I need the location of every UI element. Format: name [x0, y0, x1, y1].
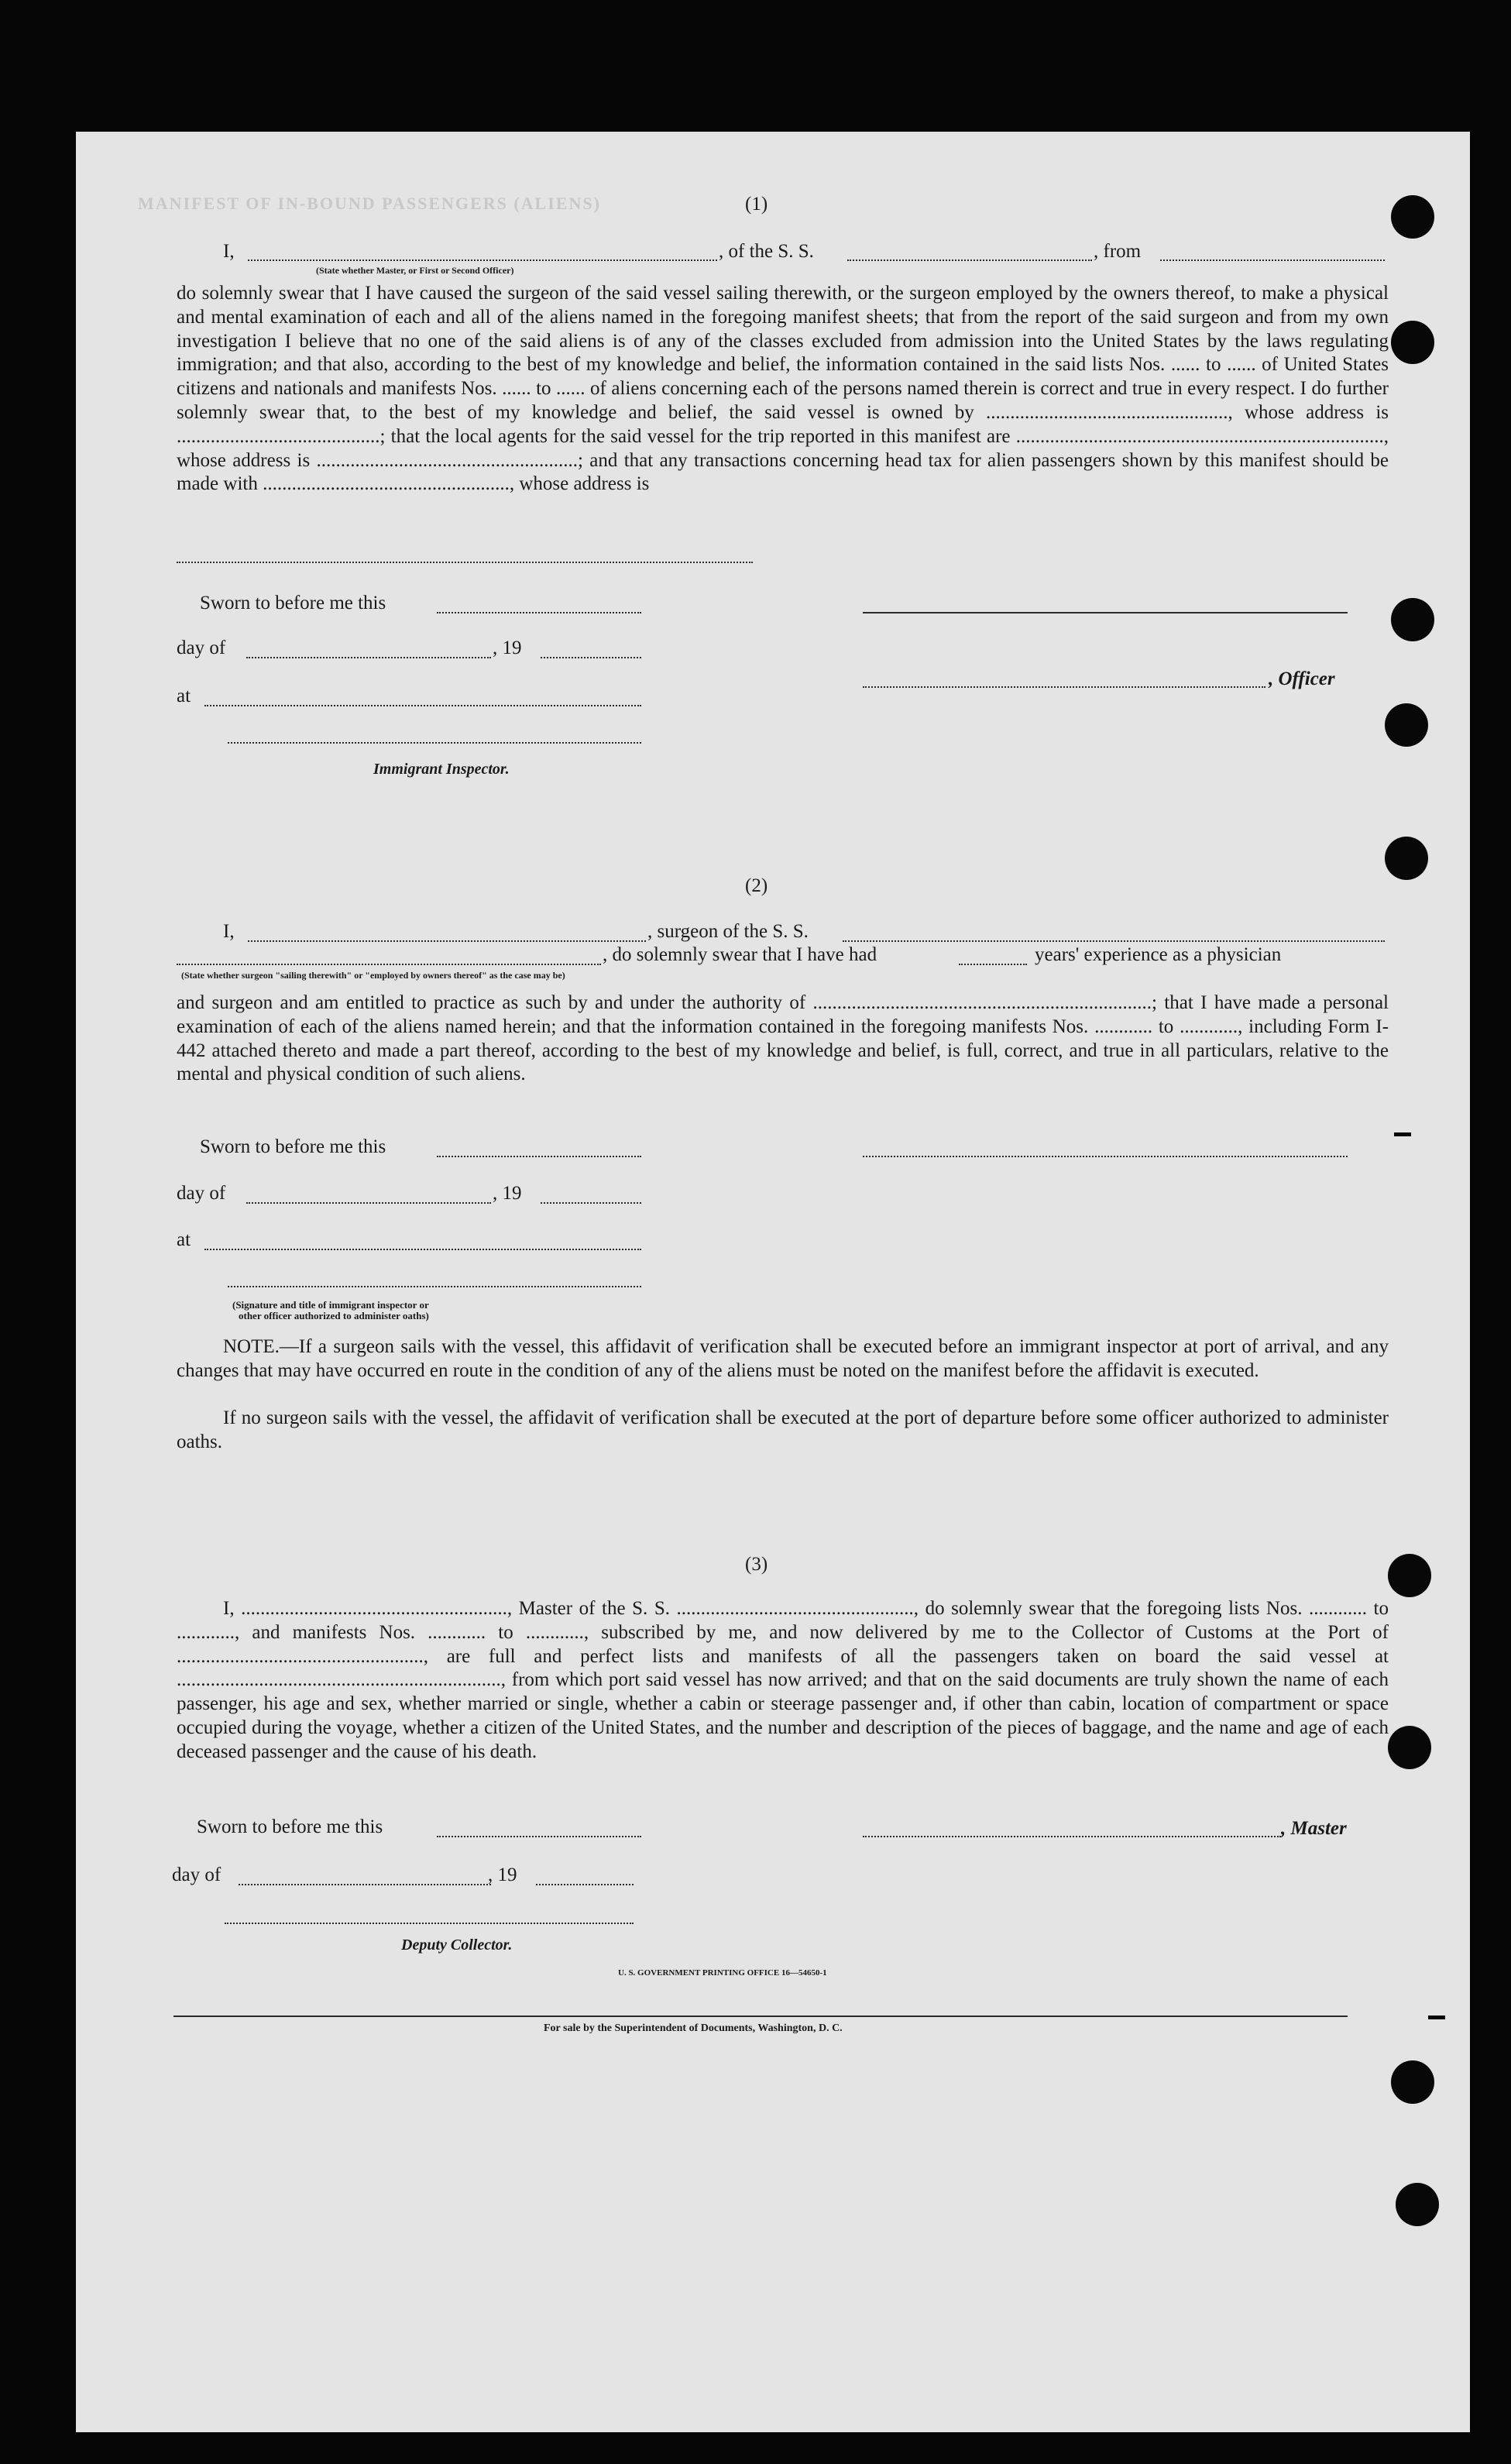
s3-year-label: , 19: [488, 1864, 517, 1885]
s1-day-label: day of: [177, 637, 226, 658]
s1-officer-blank[interactable]: [248, 259, 717, 261]
s3-day-blank[interactable]: [239, 1884, 491, 1885]
footer-sale-notice: For sale by the Superintendent of Documents, Washington, D. C.: [544, 2022, 843, 2034]
s2-year-blank[interactable]: [541, 1202, 641, 1204]
s3-collector-signature-blank[interactable]: [225, 1923, 634, 1924]
s1-officer-name-blank[interactable]: [863, 686, 1265, 688]
s2-surgeon-blank[interactable]: [248, 940, 646, 942]
form-sheet: [76, 132, 1470, 2432]
s2-line1-ss: , surgeon of the S. S.: [647, 921, 809, 942]
s1-address-blank[interactable]: [177, 562, 753, 563]
punch-hole: [1388, 1554, 1431, 1597]
s1-officer-note: (State whether Master, or First or Second Officer): [316, 265, 514, 276]
s2-at-label: at: [177, 1229, 191, 1250]
s2-signature-note-line2: other officer authorized to administer oaths): [239, 1310, 429, 1321]
s2-sworn-blank[interactable]: [437, 1156, 641, 1157]
s1-officer-label: , Officer: [1269, 668, 1335, 689]
s1-sworn-label: Sworn to before me this: [200, 593, 386, 613]
s1-inspector-signature-blank[interactable]: [228, 742, 641, 744]
section-2-number: (2): [745, 875, 768, 896]
s2-signature-note-line1: (Signature and title of immigrant inspector or: [232, 1299, 429, 1311]
s2-sworn-label: Sworn to before me this: [200, 1136, 386, 1157]
punch-hole: [1391, 195, 1434, 239]
ghost-header-bleedthrough: MANIFEST OF IN-BOUND PASSENGERS (ALIENS): [138, 194, 601, 213]
s3-master-signature-blank[interactable]: [863, 1836, 1281, 1837]
s2-at-blank[interactable]: [204, 1249, 641, 1250]
s3-sworn-blank[interactable]: [437, 1836, 641, 1837]
footer-rule: [173, 2016, 1348, 2017]
s2-status-note: (State whether surgeon "sailing therewith" or "employed by owners thereof" as the case may be): [181, 970, 565, 981]
section-1-number: (1): [745, 194, 768, 215]
s1-line1-ss: , of the S. S.: [719, 241, 814, 262]
s3-master-label: , Master: [1281, 1818, 1347, 1839]
punch-hole: [1391, 2060, 1434, 2104]
s2-years-blank[interactable]: [959, 964, 1027, 965]
s2-day-label: day of: [177, 1183, 226, 1204]
s1-officer-signature-line[interactable]: [863, 612, 1348, 613]
s2-ship-blank[interactable]: [843, 940, 1385, 942]
s3-day-label: day of: [172, 1864, 221, 1885]
s2-line2-swear: , do solemnly swear that I have had: [603, 944, 877, 965]
s2-surgeon-signature-blank[interactable]: [863, 1156, 1348, 1157]
s3-sworn-label: Sworn to before me this: [197, 1816, 383, 1837]
s3-collector-label: Deputy Collector.: [401, 1936, 513, 1954]
s2-inspector-signature-blank[interactable]: [228, 1286, 641, 1287]
s1-at-blank[interactable]: [204, 705, 641, 706]
s1-line1-i: I,: [223, 241, 235, 262]
s2-day-blank[interactable]: [246, 1202, 491, 1204]
punch-hole: [1391, 321, 1434, 364]
s2-line2-years: years' experience as a physician: [1035, 944, 1282, 965]
punch-hole: [1385, 703, 1428, 747]
s2-note-paragraph: NOTE.—If a surgeon sails with the vessel, this affidavit of verification shall be executed before an immigrant inspector at port of arrival, and any changes that may have occurred en route in the condition of any of the aliens must be noted on the manifest before the affidavit is executed.: [177, 1336, 1389, 1381]
s3-year-blank[interactable]: [536, 1884, 634, 1885]
s1-year-label: , 19: [493, 637, 522, 658]
s2-year-label: , 19: [493, 1183, 522, 1204]
scan-mark: [1394, 1132, 1411, 1136]
s1-year-blank[interactable]: [541, 657, 641, 658]
s2-line1-i: I,: [223, 921, 235, 942]
s1-day-blank[interactable]: [246, 657, 491, 658]
gpo-imprint: U. S. GOVERNMENT PRINTING OFFICE 16—54650-1: [618, 1968, 827, 1978]
s1-sworn-blank[interactable]: [437, 612, 641, 613]
s1-inspector-label: Immigrant Inspector.: [373, 761, 510, 778]
punch-hole: [1385, 837, 1428, 880]
s1-line1-from: , from: [1094, 241, 1142, 262]
s2-note-paragraph-2: If no surgeon sails with the vessel, the affidavit of verification shall be executed at the port of departure before some officer authorized to administer oaths.: [177, 1407, 1389, 1452]
scan-mark: [1428, 2016, 1445, 2019]
punch-hole: [1391, 598, 1434, 641]
s1-from-blank[interactable]: [1160, 259, 1385, 261]
s1-at-label: at: [177, 686, 191, 706]
section-3-number: (3): [745, 1554, 768, 1575]
punch-hole: [1388, 1726, 1431, 1769]
s2-body-paragraph: and surgeon and am entitled to practice as such by and under the authority of ......................................................................; that I have made a personal examination of each of the aliens named herein; and that the information contained in the foregoing manifests Nos. ............ to ............, including Form I-442 attached thereto and made a part thereof, according to the best of my knowledge and belief, is full, correct, and true in all particulars, relative to the mental and physical condition of such aliens.: [177, 992, 1389, 1085]
punch-hole: [1396, 2183, 1439, 2226]
s2-status-blank[interactable]: [177, 964, 601, 965]
s1-ship-blank[interactable]: [847, 259, 1092, 261]
s3-body-paragraph: I, ......................................................., Master of the S. S. ................................................., do solemnly swear that the foregoing lists Nos. ............ to ............, and manifests Nos. ............ to ............, subscribed by me, and now delivered by me to the Collector of Customs at the Port of ..................................................., are full and perfect lists and manifests of all the passengers taken on board the said vessel at ..................................................................., from which port said vessel has now arrived; and that on the said documents are truly shown the name of each passenger, his age and sex, whether married or single, whether a cabin or steerage passenger and, if other than cabin, location of compartment or space occupied during the voyage, whether a citizen of the United States, and the number and description of the pieces of baggage, and the name and age of each deceased passenger and the cause of his death.: [177, 1598, 1389, 1762]
s1-body-paragraph: do solemnly swear that I have caused the surgeon of the said vessel sailing therewith, or the surgeon employed by the owners thereof, to make a physical and mental examination of each and all of the aliens named in the foregoing manifest sheets; that from the report of the said surgeon and from my own investigation I believe that no one of the said aliens is of any of the classes excluded from admission into the United States by the laws regulating immigration; and that also, according to the best of my knowledge and belief, the information contained in the said lists Nos. ...... to ...... of United States citizens and nationals and manifests Nos. ...... to ...... of aliens concerning each of the persons named therein is correct and true in every respect. I do further solemnly swear that, to the best of my knowledge and belief, the said vessel is owned by .................................................., whose address is ..........................................; that the local agents for the said vessel for the trip reported in this manifest are ............................................................................, whose address is ......................................................; and that any transactions concerning head tax for alien passengers shown by this manifest should be made with ..................................................., whose address is: [177, 283, 1389, 495]
